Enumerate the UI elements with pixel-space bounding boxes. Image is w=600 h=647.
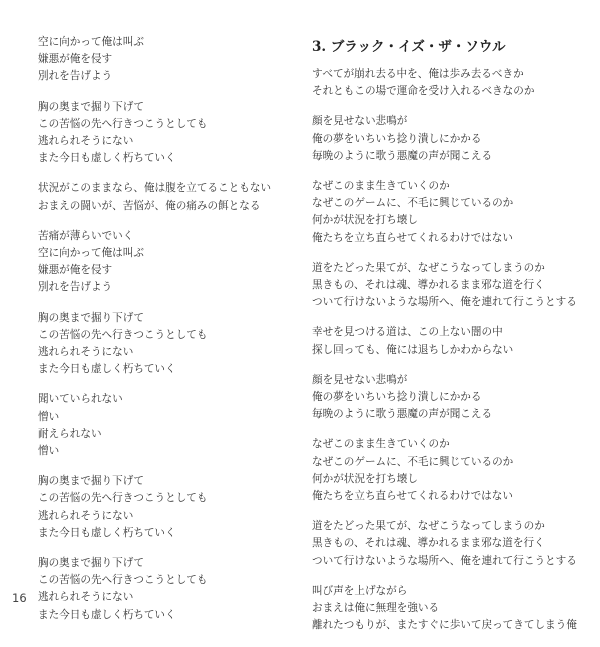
lyric-stanza — [312, 260, 582, 312]
lyric-stanza — [312, 518, 582, 570]
lyric-line: おまえの闘いが、苦悩が、俺の痛みの餌となる — [38, 199, 261, 212]
lyric-line: 胸の奥まで掘り下げて — [38, 557, 144, 570]
lyric-line: 逃れられそうにない — [38, 591, 134, 604]
lyric-stanza — [38, 391, 288, 460]
right-lyrics-column — [312, 38, 582, 647]
page-number: 16 — [12, 591, 27, 605]
lyric-line: 何かが状況を打ち壊し — [312, 472, 418, 485]
lyric-line: 黒きもの、それは魂、導かれるまま邪な道を行く — [312, 537, 545, 550]
lyric-line: 状況がこのままなら、俺は腹を立てることもない — [38, 182, 272, 195]
lyric-stanza — [312, 66, 582, 100]
lyric-stanza — [38, 34, 288, 86]
lyric-line: 逃れられそうにない — [38, 346, 134, 359]
lyric-line: 毎晩のように歌う悪魔の声が聞こえる — [312, 149, 493, 162]
lyric-line: 黒きもの、それは魂、導かれるまま邪な道を行く — [312, 279, 545, 292]
lyric-line: 俺の夢をいちいち捻り潰しにかかる — [312, 132, 482, 145]
lyric-line: 顔を見せない悲鳴が — [312, 373, 408, 386]
lyric-stanza — [38, 473, 288, 542]
lyric-line: 嫌悪が俺を侵す — [38, 53, 113, 66]
lyric-stanza — [38, 99, 288, 168]
lyric-line: 別れを告げよう — [38, 281, 113, 294]
lyric-line: ついて行けないような場所へ、俺を連れて行こうとする — [312, 554, 577, 567]
lyric-line: 耐えられない — [38, 427, 102, 440]
lyric-line: 離れたつもりが、またすぐに歩いて戻ってきてしまう俺 — [312, 619, 577, 632]
lyric-line: 道をたどった果てが、なぜこうなってしまうのか — [312, 520, 545, 533]
lyric-line: この苦悩の先へ行きつこうとしても — [38, 328, 208, 341]
lyric-stanza — [38, 180, 288, 214]
lyric-stanza — [312, 178, 582, 247]
lyric-line: この苦悩の先へ行きつこうとしても — [38, 117, 208, 130]
lyric-line: 何かが状況を打ち壊し — [312, 214, 418, 227]
lyric-line: 毎晩のように歌う悪魔の声が聞こえる — [312, 408, 493, 421]
lyric-line: なぜこのゲームに、不毛に興じているのか — [312, 197, 514, 210]
lyric-line: 叫び声を上げながら — [312, 584, 408, 597]
lyric-line: 俺たちを立ち直らせてくれるわけではない — [312, 231, 513, 244]
lyric-line: なぜこのまま生きていくのか — [312, 180, 450, 193]
lyric-line: 憎い — [38, 445, 60, 458]
left-lyrics-column — [38, 34, 288, 637]
lyric-line: なぜこのゲームに、不毛に興じているのか — [312, 455, 514, 468]
lyric-line: 空に向かって俺は叫ぶ — [38, 247, 144, 260]
song-title-text: ブラック・イズ・ザ・ソウル — [330, 39, 506, 55]
lyric-line: 逃れられそうにない — [38, 509, 134, 522]
lyric-line: 胸の奥まで掘り下げて — [38, 100, 144, 113]
lyric-line: 嫌悪が俺を侵す — [38, 264, 113, 277]
lyric-line: 聞いていられない — [38, 393, 123, 406]
lyric-line: 探し回っても、俺には退ちしかわからない — [312, 343, 514, 356]
lyric-stanza — [312, 113, 582, 165]
lyric-line: また今日も虚しく朽ちていく — [38, 363, 176, 376]
lyric-line: 道をたどった果てが、なぜこうなってしまうのか — [312, 261, 545, 274]
right-lyrics-body — [312, 66, 582, 634]
lyric-line: 空に向かって俺は叫ぶ — [38, 36, 144, 48]
lyric-stanza — [312, 583, 582, 635]
lyric-line: 逃れられそうにない — [38, 135, 134, 148]
lyric-line: なぜこのまま生きていくのか — [312, 438, 450, 451]
lyric-line: 胸の奥まで掘り下げて — [38, 311, 144, 324]
lyric-stanza — [38, 228, 288, 297]
song-title — [312, 38, 582, 56]
lyric-stanza — [312, 372, 582, 424]
lyric-line: ついて行けないような場所へ、俺を連れて行こうとする — [312, 296, 577, 309]
lyric-line: 顔を見せない悲鳴が — [312, 115, 408, 128]
lyric-line: それともこの場で運命を受け入れるべきなのか — [312, 85, 535, 98]
lyric-stanza — [38, 555, 288, 624]
lyric-line: また今日も虚しく朽ちていく — [38, 152, 176, 165]
lyric-stanza — [38, 310, 288, 379]
lyric-line: 別れを告げよう — [38, 70, 113, 83]
lyric-line: この苦悩の先へ行きつこうとしても — [38, 574, 208, 587]
lyric-line: 俺の夢をいちいち捻り潰しにかかる — [312, 391, 482, 404]
lyric-stanza — [312, 324, 582, 358]
lyric-line: また今日も虚しく朽ちていく — [38, 526, 176, 539]
lyric-line: 憎い — [38, 410, 60, 423]
lyric-line: 苦痛が薄らいでいく — [38, 229, 134, 242]
lyric-line: 胸の奥まで掘り下げて — [38, 475, 144, 488]
lyric-stanza — [312, 436, 582, 505]
lyric-line: おまえは俺に無理を強いる — [312, 602, 440, 615]
song-number: 3. — [312, 39, 327, 55]
lyric-line: また今日も虚しく朽ちていく — [38, 608, 176, 621]
lyric-line: すべてが崩れ去る中を、俺は歩み去るべきか — [312, 68, 524, 80]
lyric-line: 幸せを見つける道は、この上ない闇の中 — [312, 326, 503, 339]
lyric-line: この苦悩の先へ行きつこうとしても — [38, 492, 208, 505]
lyric-line: 俺たちを立ち直らせてくれるわけではない — [312, 490, 513, 503]
